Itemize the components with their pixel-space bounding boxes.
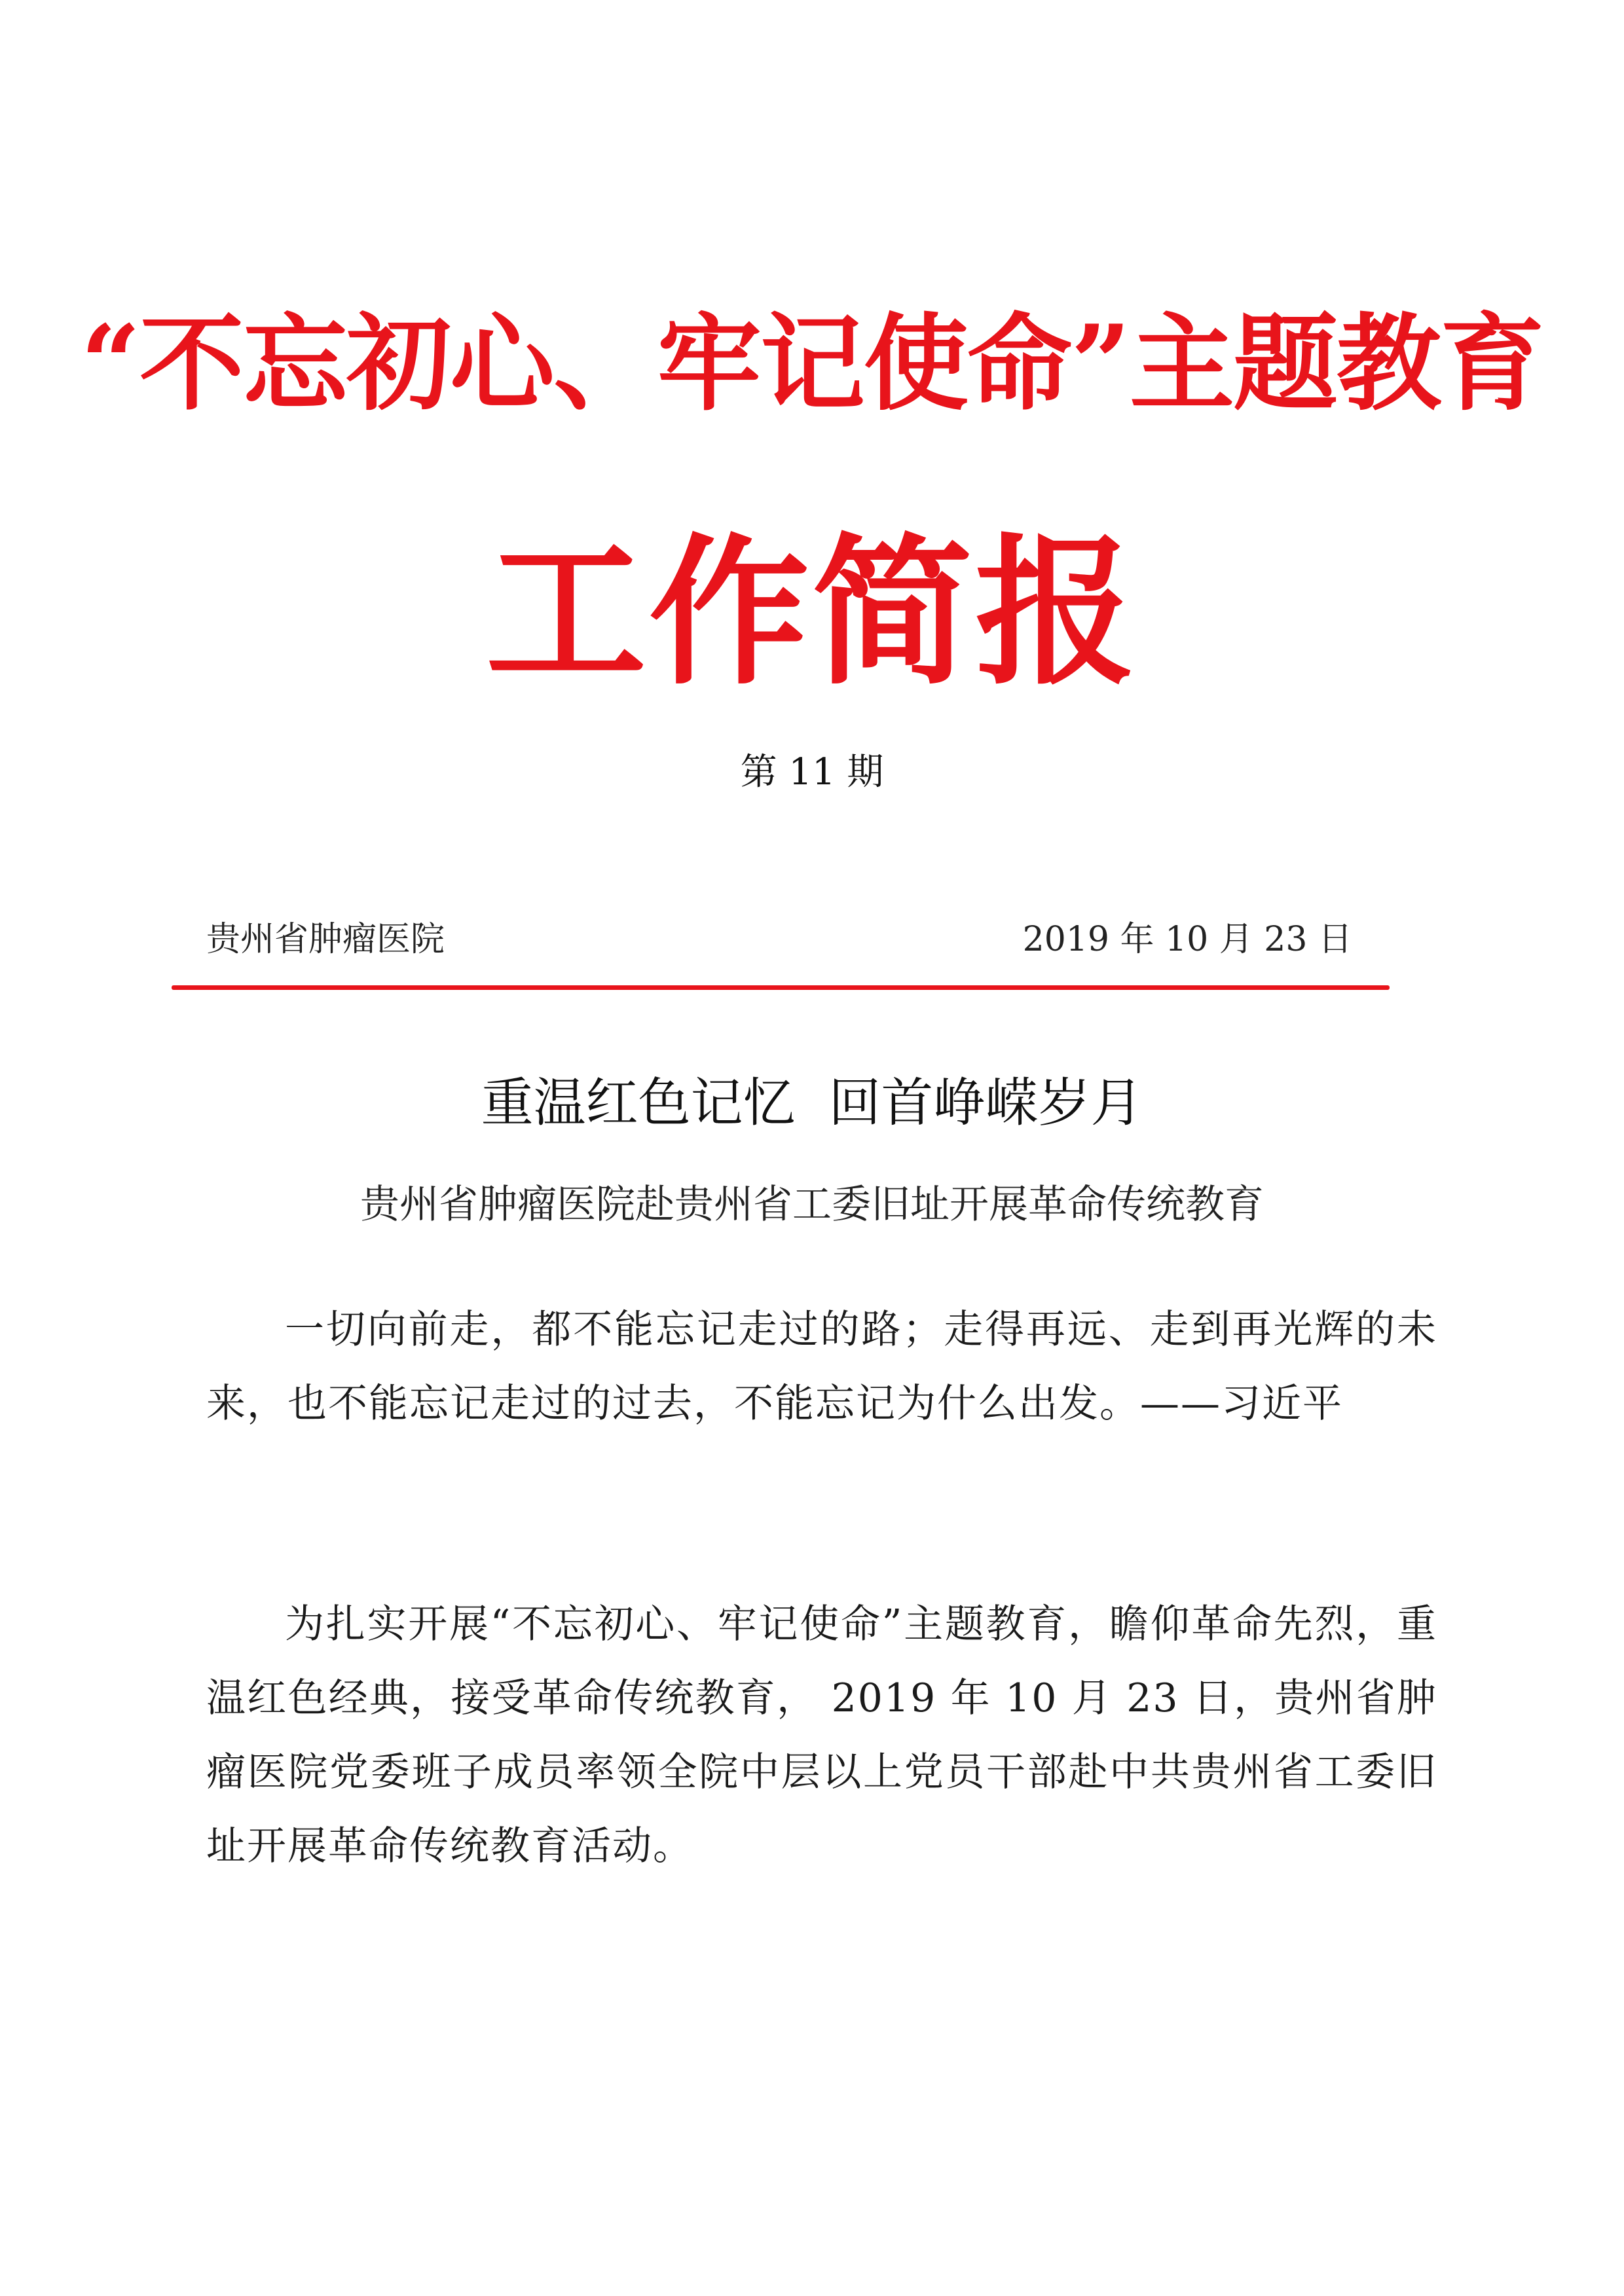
header-divider	[172, 985, 1390, 990]
masthead-subtitle: 工作简报	[486, 518, 1138, 706]
issue-date: 2019 年 10 月 23 日	[1022, 920, 1352, 959]
article-title: 重温红色记忆 回首峥嵘岁月	[481, 1072, 1143, 1133]
quote-paragraph: 一切向前走，都不能忘记走过的路；走得再远、走到再光辉的未来，也不能忘记走过的过去，不能忘记为什么出发。——习近平	[206, 1307, 1437, 1427]
issue-number: 第 11 期	[740, 751, 884, 793]
masthead-title: “不忘初心、牢记使命”主题教育	[80, 302, 1544, 425]
body-paragraph: 为扎实开展“不忘初心、牢记使命”主题教育，瞻仰革命先烈，重温红色经典，接受革命传统教育， 2019 年 10 月 23 日，贵州省肿瘤医院党委班子成员率领全院中层以上党员干部赴中共贵州省工委旧址开展革命传统教育活动。	[206, 1601, 1437, 1869]
article-subtitle: 贵州省肿瘤医院赴贵州省工委旧址开展革命传统教育	[360, 1182, 1264, 1228]
organization-name: 贵州省肿瘤医院	[206, 920, 445, 959]
